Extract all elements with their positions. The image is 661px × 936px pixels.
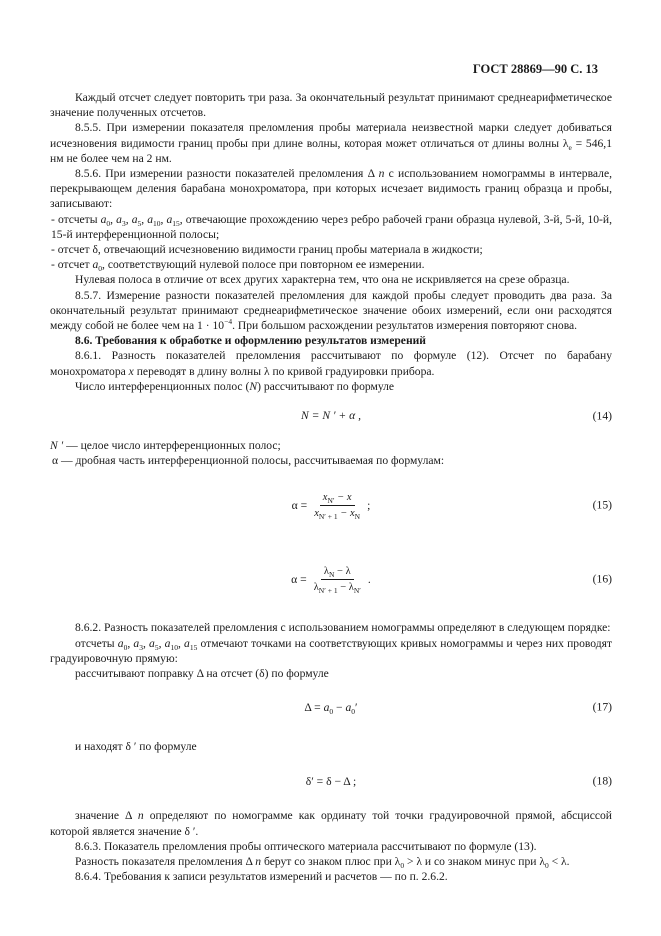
paragraph: рассчитывают поправку Δ на отсчет (δ) по формуле <box>75 667 329 681</box>
formula-number: (14) <box>592 409 612 423</box>
paragraph: и находят δ ′ по формуле <box>75 740 197 754</box>
fraction-numerator: $x_{N'} - x$ <box>320 491 355 506</box>
formula-expression: N = N ′ + α , <box>300 409 362 423</box>
page-header: ГОСТ 28869—90 С. 13 <box>472 62 598 76</box>
paragraph-8-5-7: 8.5.7. Измерение разности показателей преломления для каждой пробы следует проводить два раза. За окончательный результат принимают среднеарифметическое значение обоих измерений, если они расходятся между собой не более чем на $1 \cdot 10^{-4}$. При большом расхождении результатов измерения повторяют снова. <box>50 288 612 333</box>
list-item: - отсчет δ, отвечающий исчезновению видимости границ пробы материала в жидкости; <box>51 243 483 257</box>
paragraph: Нулевая полоса в отличие от всех других характерна тем, что она не искривляется на срезе образца. <box>75 273 570 287</box>
formula-number: (17) <box>592 700 612 714</box>
paragraph: значение Δ n определяют по номограмме как ординату той точки градуировочной прямой, абсциссой которой является значение δ ′. <box>50 809 612 838</box>
formula-fraction <box>311 491 363 520</box>
paragraph: Разность показателя преломления Δ n берут со знаком плюс при $\lambda_0 > \lambda$ и со знаком минус при $\lambda_0 < \lambda$. <box>75 855 570 871</box>
formula-expression: δ′ = δ − Δ ; <box>305 774 357 788</box>
paragraph-8-5-5: 8.5.5. При измерении показателя преломления пробы материала неизвестной марки следует добиваться исчезновения видимости границ пробы при длине волны, которая может отличаться от длины волны $\lambda_e = 546,1$ нм не более чем на 2 нм. <box>50 121 612 165</box>
paragraph: α — дробная часть интерференционной полосы, рассчитываемая по формулам: <box>52 454 445 468</box>
formula-15: α = $\frac{x_{N'} - x}{x_{N' + 1} - x_N}$ ; (15) <box>291 491 612 521</box>
paragraph-8-6-2: 8.6.2. Разность показателей преломления с использованием номограммы определяют в следующем порядке: <box>75 621 611 635</box>
paragraph-8-5-6: 8.5.6. При измерении разности показателей преломления Δ n с использованием номограммы в интервале, перекрывающем деления барабана монохроматора, при которых исчезает видимость границ образца и пробы, записывают: <box>50 167 612 211</box>
fraction-denominator: $\lambda_{N' + 1} - \lambda_{N'}$ <box>313 581 361 595</box>
list-item: - отсчет $a_0$, соответствующий нулевой полосе при повторном ее измерении. <box>51 258 425 274</box>
paragraph-8-6-1: 8.6.1. Разность показателей преломления рассчитывают по формуле (12). Отсчет по барабану монохроматора x переводят в длину волны λ по кривой градуировки прибора. <box>50 349 612 378</box>
formula-expression: $\Delta = a_0 - a_0'$ <box>304 700 358 716</box>
list-item: - отсчеты $a_0$, $a_3$, $a_5$, $a_{10}$, $a_{15}$, отвечающие прохождению через ребро рабочей грани образца нулевой, 3-й, 5-й, 10-й, 15-й интерференционной полосы; <box>51 212 613 241</box>
formula-14 <box>50 394 612 438</box>
formula-18 <box>50 754 612 808</box>
paragraph: отсчеты $a_0$, $a_3$, $a_5$, $a_{10}$, $a_{15}$ отмечают точками на соответствующих кривых номограммы и через них проводят градуировочную прямую: <box>50 636 613 665</box>
paragraph-8-6-4: 8.6.4. Требования к записи результатов измерений и расчетов — по п. 2.6.2. <box>75 870 448 884</box>
formula-number: (15) <box>592 498 612 512</box>
document-body <box>50 90 612 885</box>
formula-16: α = $\frac{\lambda_N - \lambda}{\lambda_{N' + 1} - \lambda_{N'}}$ . (16) <box>291 565 612 595</box>
fraction-numerator: $\lambda_N - \lambda$ <box>321 565 354 580</box>
formula-fraction <box>311 565 364 594</box>
formula-17 <box>50 681 612 733</box>
formula-lhs: α = <box>291 498 308 512</box>
formula-number: (16) <box>592 572 612 586</box>
fraction-denominator: $x_{N' + 1} - x_N$ <box>314 507 361 521</box>
paragraph: Число интерференционных полос (N) рассчитывают по формуле <box>75 379 395 393</box>
formula-lhs: α = <box>291 572 307 586</box>
formula-number: (18) <box>592 774 612 788</box>
paragraph: Каждый отсчет следует повторить три раза. За окончательный результат принимают среднеарифметическое значение полученных отсчетов. <box>50 91 612 120</box>
paragraph: N ′ — целое число интерференционных полос; <box>50 439 281 453</box>
paragraph-8-6-3: 8.6.3. Показатель преломления пробы оптического материала рассчитывают по формуле (13). <box>75 839 537 853</box>
section-heading: 8.6. Требования к обработке и оформлению результатов измерений <box>75 334 426 348</box>
